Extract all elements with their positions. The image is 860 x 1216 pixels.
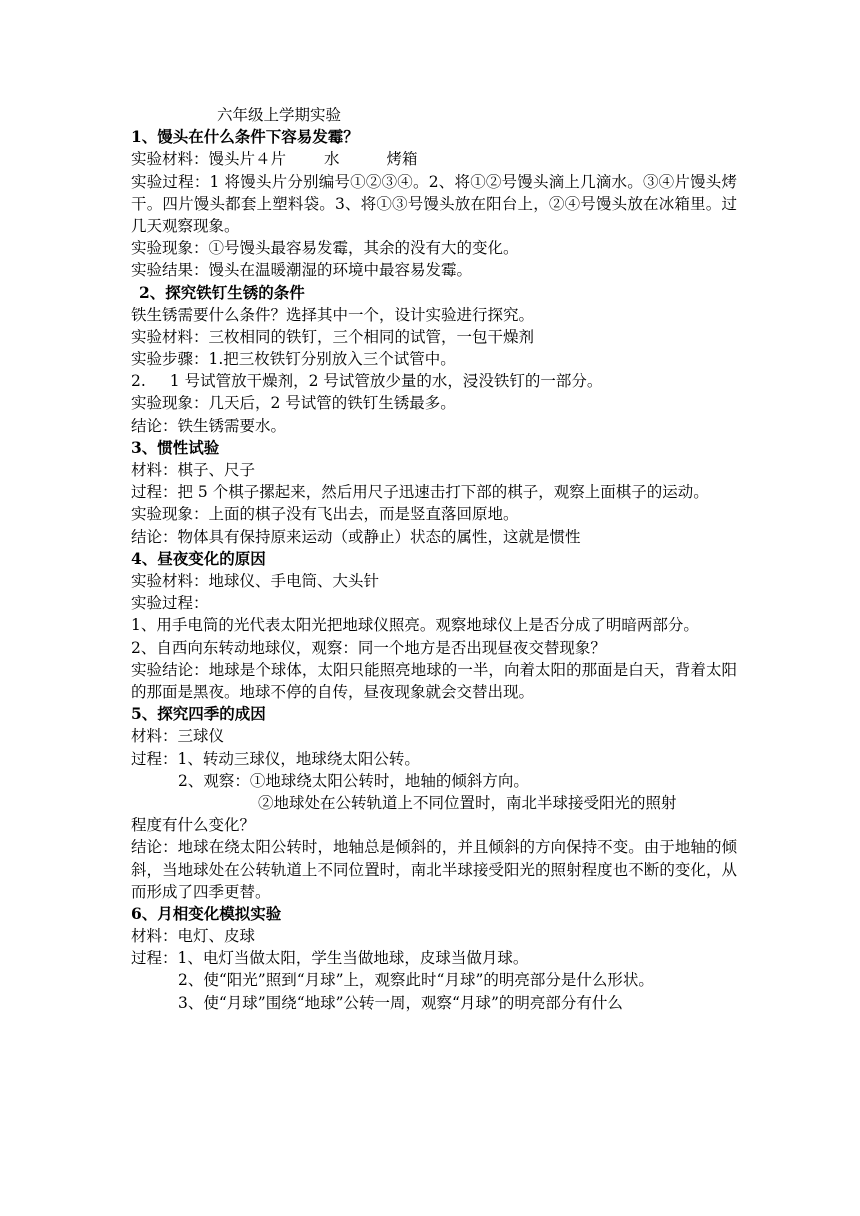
section-4-process-label: 实验过程： <box>131 594 209 613</box>
section-6-heading: 6、月相变化模拟实验 <box>131 903 282 923</box>
section-3-materials: 材料：棋子、尺子 <box>131 461 256 480</box>
step-2-number: 2. <box>131 372 146 391</box>
section-2-conclusion: 结论：铁生锈需要水。 <box>131 416 287 435</box>
section-5-process-3b: 程度有什么变化？ <box>131 816 256 835</box>
section-5-process-1: 过程：1、转动三球仪，地球绕太阳公转。 <box>131 749 420 768</box>
section-4-heading: 4、昼夜变化的原因 <box>131 548 266 568</box>
section-4-conclusion: 实验结论：地球是个球体，太阳只能照亮地球的一半，向着太阳的那面是白天，背着太阳的那面是黑夜。地球不停的自传，昼夜现象就会交替出现。 <box>131 660 737 701</box>
materials-water: 水 <box>324 150 340 169</box>
section-1-heading: 1、馒头在什么条件下容易发霉？ <box>131 127 359 147</box>
section-6-process-3: 3、使“月球”围绕“地球”公转一周，观察“月球”的明亮部分有什么 <box>178 993 623 1012</box>
section-6-materials: 材料：电灯、皮球 <box>131 927 256 946</box>
section-1-process: 实验过程：1 将馒头片分别编号①②③④。2、将①②号馒头滴上几滴水。③④片馒头烤干。四片馒头都套上塑料袋。3、将①③号馒头放在阳台上，②④号馒头放在冰箱里。过几天观察现象。 <box>131 172 737 235</box>
section-6-process-2: 2、使“阳光”照到“月球”上，观察此时“月球”的明亮部分是什么形状。 <box>178 971 654 990</box>
step-2-text: 1 号试管放干燥剂，2 号试管放少量的水，浸没铁钉的一部分。 <box>169 372 603 391</box>
materials-oven: 烤箱 <box>386 150 418 169</box>
section-5-conclusion: 结论：地球在绕太阳公转时，地轴总是倾斜的，并且倾斜的方向保持不变。由于地轴的倾斜，当地球处在公转轨道上不同位置时，南北半球接受阳光的照射程度也不断的变化，从而形成了四季更替。 <box>131 838 737 901</box>
section-4-process-1: 1、用手电筒的光代表太阳光把地球仪照亮。观察地球仪上是否分成了明暗两部分。 <box>131 616 699 635</box>
section-2-materials: 实验材料：三枚相同的铁钉，三个相同的试管，一包干燥剂 <box>131 327 535 346</box>
section-5-materials: 材料：三球仪 <box>131 727 225 746</box>
section-2-phenomenon: 实验现象：几天后，2 号试管的铁钉生锈最多。 <box>131 394 456 413</box>
materials-label: 实验材料：馒头片４片 <box>131 150 287 169</box>
section-5-heading: 5、探究四季的成因 <box>131 704 266 724</box>
section-1-phenomenon: 实验现象：①号馒头最容易发霉，其余的没有大的变化。 <box>131 239 519 258</box>
section-2-question: 铁生锈需要什么条件？选择其中一个，设计实验进行探究。 <box>131 305 535 324</box>
section-5-process-3a: ②地球处在公转轨道上不同位置时，南北半球接受阳光的照射 <box>258 793 677 812</box>
section-3-phenomenon: 实验现象：上面的棋子没有飞出去，而是竖直落回原地。 <box>131 505 519 524</box>
section-3-process: 过程：把 5 个棋子摞起来，然后用尺子迅速击打下部的棋子，观察上面棋子的运动。 <box>131 483 709 502</box>
section-6-process-1: 过程：1、电灯当做太阳，学生当做地球，皮球当做月球。 <box>131 949 529 968</box>
section-2-heading: 2、探究铁钉生锈的条件 <box>139 282 305 302</box>
section-2-step-1: 实验步骤：1.把三枚铁钉分别放入三个试管中。 <box>131 350 456 369</box>
section-1-result: 实验结果：馒头在温暖潮湿的环境中最容易发霉。 <box>131 261 473 280</box>
section-1-materials <box>131 148 737 170</box>
section-3-heading: 3、惯性试验 <box>131 437 220 457</box>
section-4-process-2: 2、自西向东转动地球仪，观察：同一个地方是否出现昼夜交替现象？ <box>131 638 606 657</box>
section-2-step-2 <box>131 370 737 392</box>
section-5-process-2: 2、观察：①地球绕太阳公转时，地轴的倾斜方向。 <box>178 771 529 790</box>
section-3-conclusion: 结论：物体具有保持原来运动（或静止）状态的属性，这就是惯性 <box>131 527 581 546</box>
document-title: 六年级上学期实验 <box>217 106 342 124</box>
document-body <box>131 104 737 1014</box>
section-4-materials: 实验材料：地球仪、手电筒、大头针 <box>131 572 380 590</box>
